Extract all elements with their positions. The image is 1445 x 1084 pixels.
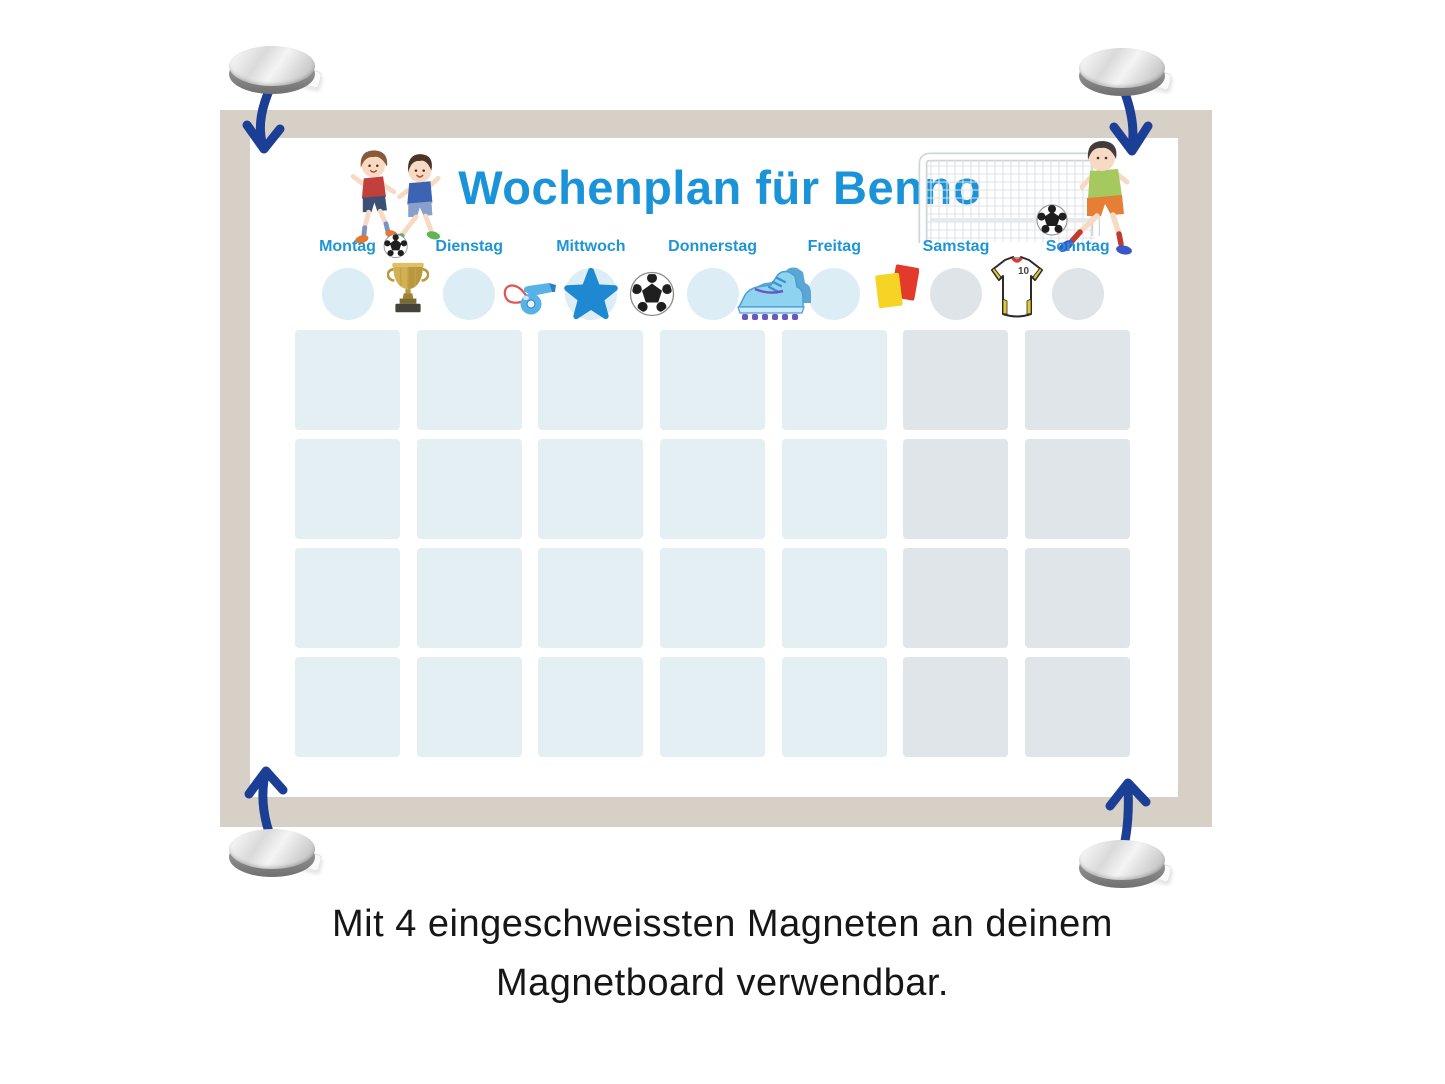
jersey-number: 10 [1017,266,1030,277]
day-circle-donnerstag [687,268,739,320]
grid-cell [538,548,643,648]
day-circle-samstag [930,268,982,320]
grid-cell [417,330,522,430]
day-label-mittwoch: Mittwoch [556,238,626,255]
whistle-icon [501,276,559,318]
grid-cell [295,330,400,430]
day-label-samstag: Samstag [922,238,990,255]
referee-cards-icon [871,259,919,319]
page-title: Wochenplan für Benno [458,161,982,214]
magnet-top-left [229,46,315,98]
grid-cell [782,548,887,648]
grid-cell [295,548,400,648]
soccer-ball-illustration [1037,205,1067,235]
grid-cell [660,330,765,430]
grid-cell [1025,439,1130,539]
star-icon [560,265,621,323]
magnet-top-right [1079,48,1165,100]
magnet-bottom-left [229,829,315,881]
product-caption [0,903,1445,1005]
day-circle-dienstag [443,268,495,320]
soccer-ball-icon [629,271,675,317]
grid-cell [660,657,765,757]
weekly-grid [295,330,1130,757]
grid-cell [782,439,887,539]
grid-cell [903,657,1008,757]
grid-cell [295,439,400,539]
grid-cell [538,330,643,430]
grid-cell [417,548,522,648]
boy-red-shirt [353,150,399,244]
soccer-cleats-icon [737,267,811,325]
grid-cell [417,657,522,757]
grid-cell [782,657,887,757]
grid-cell [417,439,522,539]
grid-cell [903,548,1008,648]
day-label-freitag: Freitag [807,238,861,255]
grid-cell [903,439,1008,539]
day-label-dienstag: Dienstag [435,238,503,255]
day-label-sonntag: Sonntag [1045,238,1110,255]
grid-cell [782,330,887,430]
grid-cell [1025,657,1130,757]
grid-cell [660,548,765,648]
trophy-icon [387,257,429,317]
magnet-board-frame [220,110,1212,827]
grid-cell [1025,548,1130,648]
grid-cell [538,657,643,757]
jersey-icon [988,255,1046,321]
weekly-plan-sheet [250,138,1178,797]
caption-line-2: Magnetboard verwendbar. [495,962,949,1004]
day-circle-sonntag [1052,268,1104,320]
caption-line-1: Mit 4 eingeschweissten Magneten an deinem [332,903,1113,945]
grid-cell [660,439,765,539]
day-circle-freitag [808,268,860,320]
grid-cell [903,330,1008,430]
day-label-montag: Montag [319,238,376,255]
grid-cell [1025,330,1130,430]
day-circle-montag [322,268,374,320]
day-label-donnerstag: Donnerstag [668,238,758,255]
magnet-bottom-right [1079,840,1165,892]
grid-cell [295,657,400,757]
grid-cell [538,439,643,539]
